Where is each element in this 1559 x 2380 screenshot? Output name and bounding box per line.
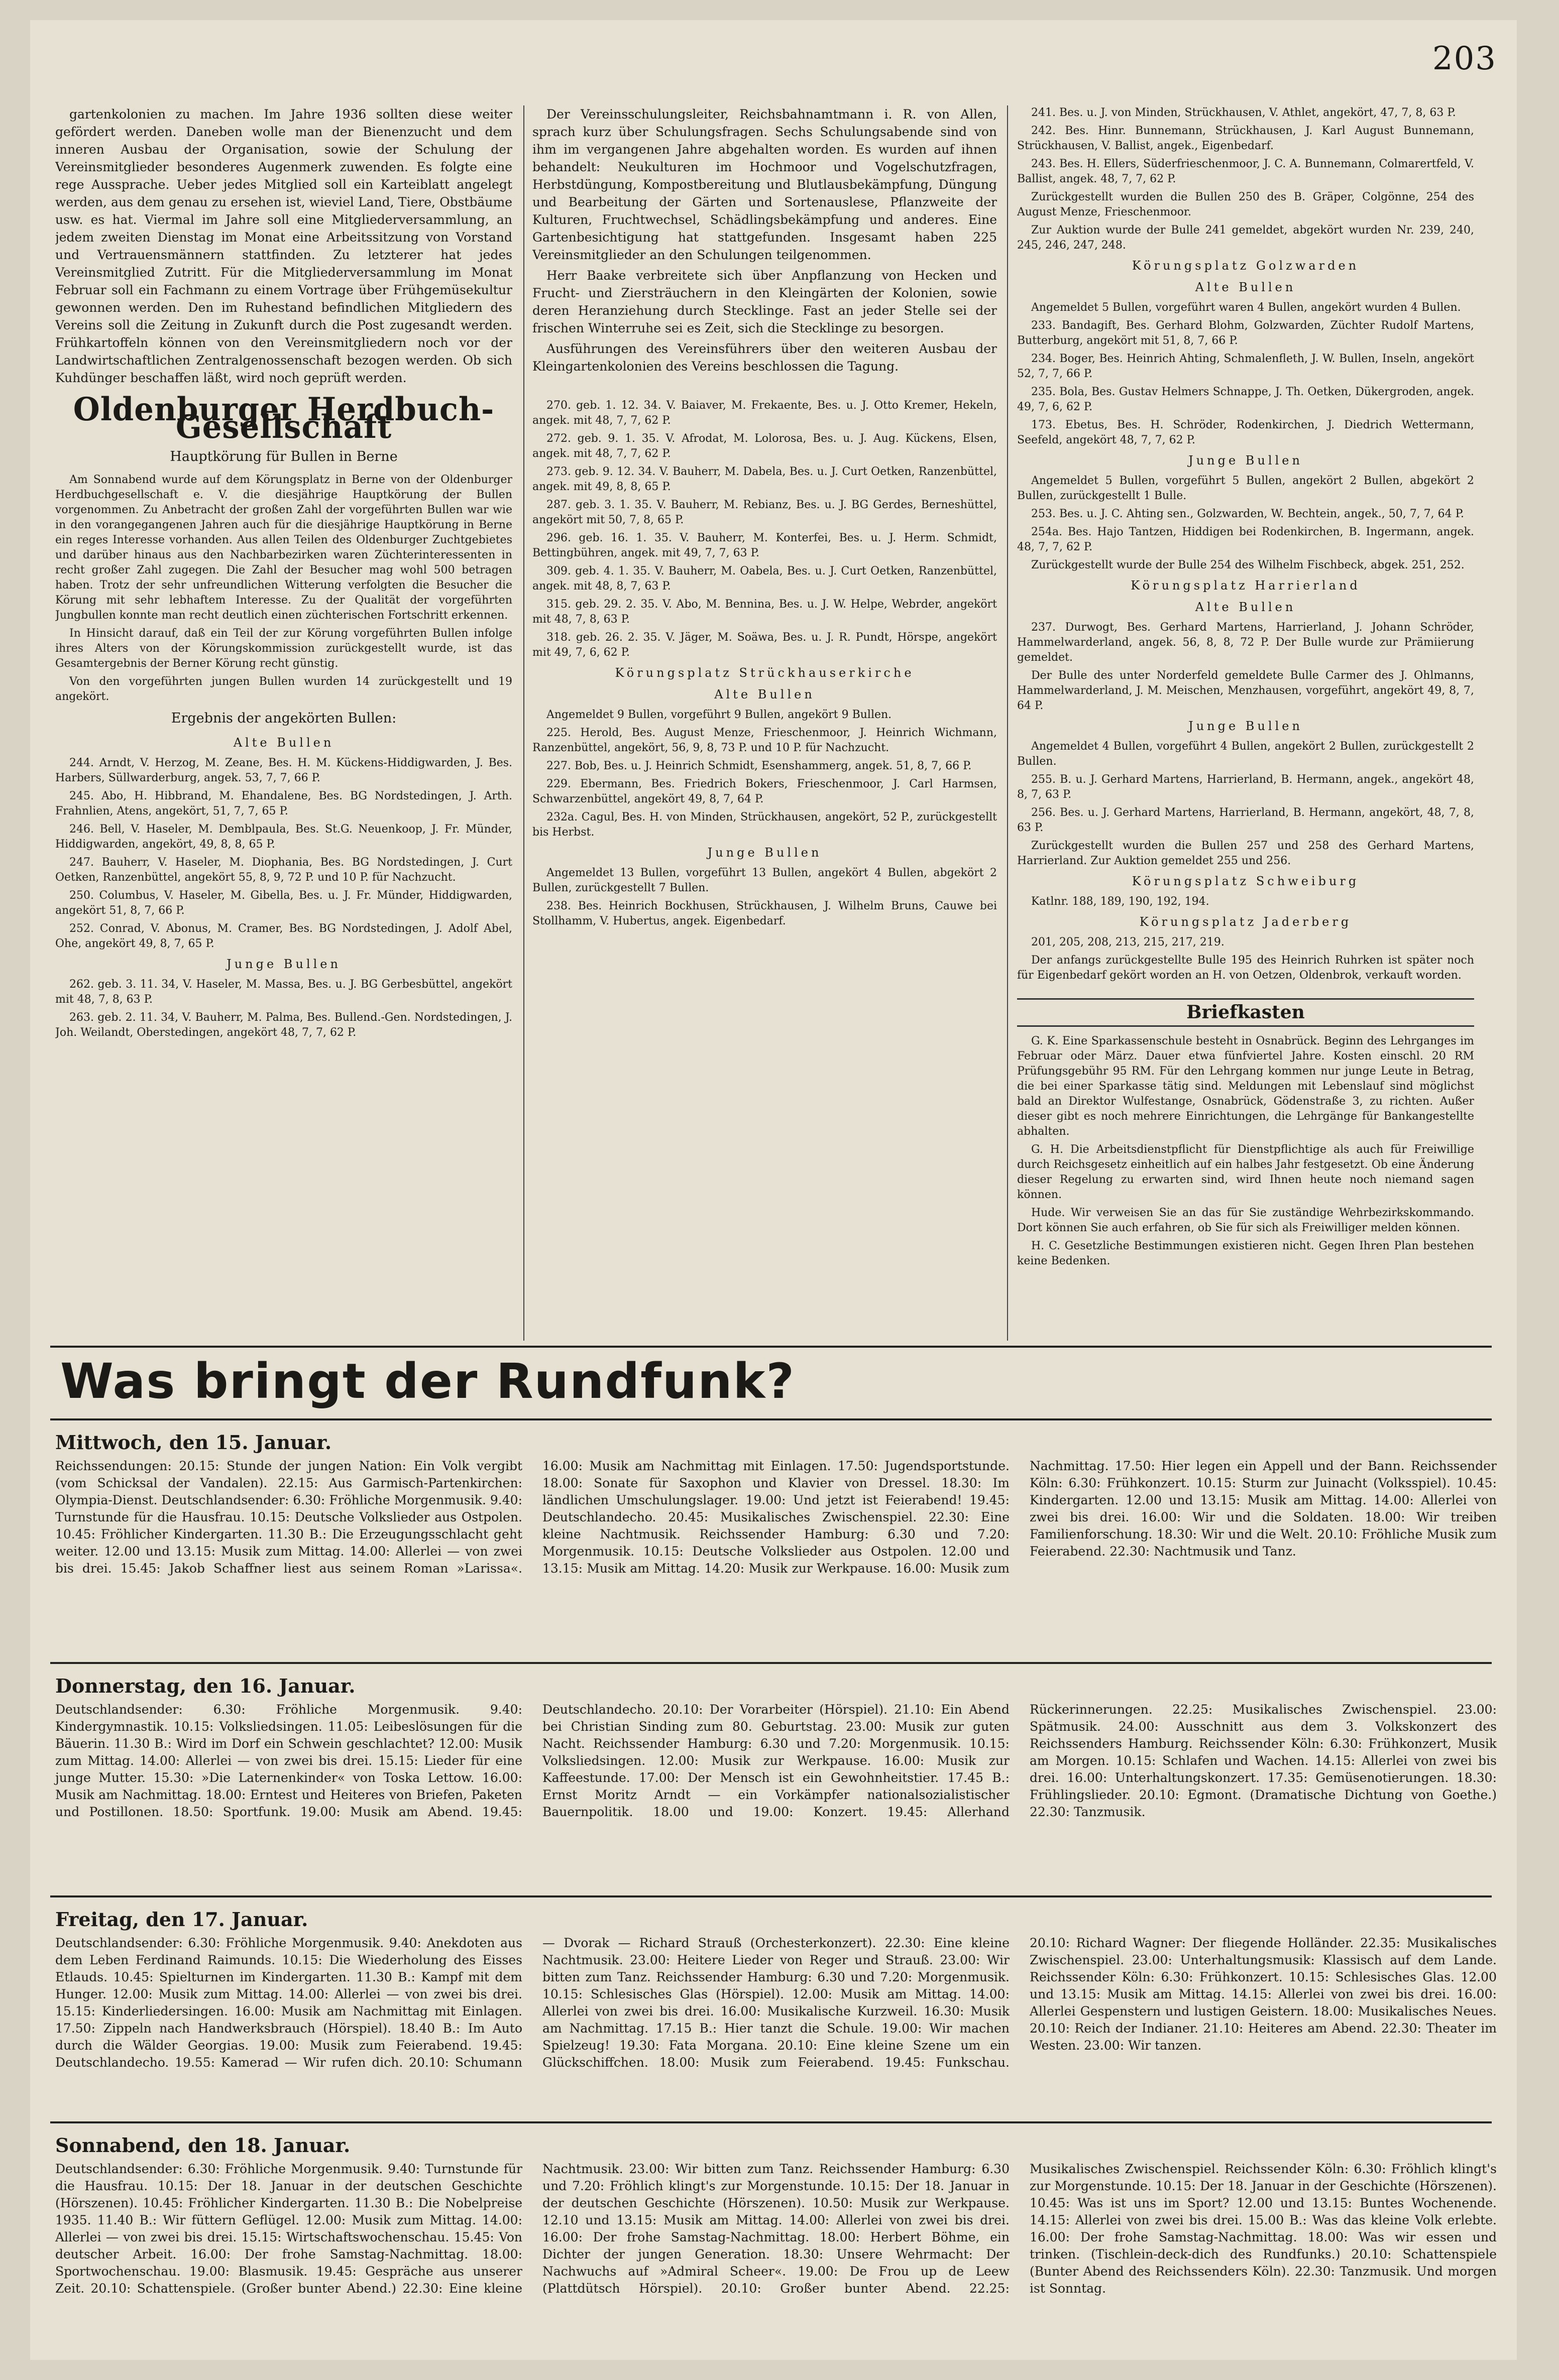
list-item: 272. geb. 9. 1. 35. V. Afrodat, M. Lolorosa, Bes. u. J. Aug. Kückens, Elsen, angek. mit 48, 7, 7, 62 P.	[532, 432, 997, 460]
list-item: 243. Bes. H. Ellers, Süderfrieschenmoor, J. C. A. Bunnemann, Colmarertfeld, V. Ballist, angek. 48, 7, 7, 62 P.	[1017, 158, 1474, 185]
section-rule	[50, 1895, 1492, 1897]
section-rule	[50, 2121, 1492, 2123]
section-label-old-bulls: Alte Bullen	[1195, 600, 1296, 614]
section-label-location: Körungsplatz Jaderberg	[1139, 915, 1352, 929]
section-label-young-bulls: Junge Bullen	[227, 957, 341, 971]
list-item: 270. geb. 1. 12. 34. V. Baiaver, M. Frekaente, Bes. u. J. Otto Kremer, Hekeln, angek. mit 48, 7, 7, 62 P.	[532, 399, 997, 427]
page-number: 203	[1432, 40, 1497, 77]
list-item: 255. B. u. J. Gerhard Martens, Harrierland, B. Hermann, angek., angekört 48, 8, 7, 63 P.	[1017, 773, 1474, 801]
section-label-young-bulls: Junge Bullen	[707, 846, 822, 860]
radio-day-friday	[55, 1903, 1497, 2071]
article-body-3: Von den vorgeführten jungen Bullen wurden 14 zurückgestellt und 19 angekört.	[55, 675, 512, 703]
list-item: 287. geb. 3. 1. 35. V. Bauherr, M. Rebianz, Bes. u. J. BG Gerdes, Berneshüttel, angekört mit 50, 7, 8, 65 P.	[532, 499, 997, 526]
section-rule	[50, 1418, 1492, 1420]
day-heading: Mittwoch, den 15. Januar.	[55, 1431, 332, 1454]
list-item: 232a. Cagul, Bes. H. von Minden, Strückhausen, angekört, 52 P., zurückgestellt bis Herbst.	[532, 811, 997, 839]
list-item: 309. geb. 4. 1. 35. V. Bauherr, M. Oabela, Bes. u. J. Curt Oetken, Ranzenbüttel, angek. mit 48, 8, 7, 63 P.	[532, 565, 997, 592]
list-item: 262. geb. 3. 11. 34, V. Haseler, M. Massa, Bes. u. J. BG Gerbesbüttel, angekört mit 48, 7, 8, 63 P.	[55, 978, 512, 1006]
section-label-location: Körungsplatz Strückhauserkirche	[615, 666, 915, 680]
day-heading: Sonnabend, den 18. Januar.	[55, 2134, 351, 2157]
list-item: 242. Bes. Hinr. Bunnemann, Strückhausen, J. Karl August Bunnemann, Strückhausen, V. Ballist, angek., Eigenbedarf.	[1017, 125, 1474, 152]
section-label-old-bulls: Alte Bullen	[233, 736, 335, 750]
letter-answer: G. K. Eine Sparkassenschule besteht in Osnabrück. Beginn des Lehrganges im Februar oder März. Dauer etwa fünfviertel Jahre. Kosten einschl. 20 RM Prüfungsgebühr 95 RM. Für den Lehrgang kommen nur junge Leute in Betrag, die bei einer Sparkasse tätig sind. Meldungen mit Lebenslauf sind möglichst bald an Direktor Wulfestange, Osnabrück, Gödenstraße 3, zu richten. Außer dieser gibt es noch mehrere Einrichtungen, die Lehrgänge für Bankangestellte abhalten.	[1017, 1035, 1474, 1138]
section-rule	[50, 1662, 1492, 1664]
letter-answer: H. C. Gesetzliche Bestimmungen existieren nicht. Gegen Ihren Plan bestehen keine Bedenken.	[1017, 1240, 1474, 1267]
list-item: 229. Ebermann, Bes. Friedrich Bokers, Frieschenmoor, J. Carl Harmsen, Schwarzenbüttel, angekört 49, 8, 7, 64 P.	[532, 778, 997, 805]
list-item: 315. geb. 29. 2. 35. V. Abo, M. Bennina, Bes. u. J. W. Helpe, Webrder, angekört mit 48, 7, 8, 63 P.	[532, 598, 997, 626]
briefkasten-heading: Briefkasten	[1017, 998, 1474, 1027]
article-paragraph: Der Vereinsschulungsleiter, Reichsbahnamtmann i. R. von Allen, sprach kurz über Schulungsfragen. Sechs Schulungsabende sind von ihm im vergangenen Jahre abgehalten worden. Es wurden auf ihnen behandelt: Neukulturen im Hochmoor und Vogelschutzfragen, Herbstdüngung, Kompostbereitung und Blutlausbekämpfung, Düngung und Bearbeitung der Gärten und Sortenauslese, Pflanzweite der Kulturen, Fruchtwechsel, Schädlingsbekämpfung und anderes. Eine Gartenbesichtigung hat stattgefunden. Insgesamt haben 225 Vereinsmitglieder an den Schulungen teilgenommen.	[532, 107, 997, 262]
list-item: 234. Boger, Bes. Heinrich Ahting, Schmalenfleth, J. W. Bullen, Inseln, angekört 52, 7, 7, 66 P.	[1017, 352, 1474, 380]
summary-line: Angemeldet 13 Bullen, vorgeführt 13 Bullen, angekört 4 Bullen, abgekört 2 Bullen, zurückgestellt 7 Bullen.	[532, 867, 997, 894]
newspaper-page	[30, 20, 1517, 2360]
list-item: Der Bulle des unter Norderfeld gemeldete Bulle Carmer des J. Ohlmanns, Hammelwarderland, J. M. Meischen, Menzhausen, vorgeführt, angekört 49, 8, 7, 64 P.	[1017, 669, 1474, 712]
section-label-location: Körungsplatz Golzwarden	[1132, 259, 1360, 273]
section-label-young-bulls: Junge Bullen	[1188, 719, 1303, 733]
list-item: 235. Bola, Bes. Gustav Helmers Schnappe, J. Th. Oetken, Dükergroden, angek. 49, 7, 6, 62 P.	[1017, 386, 1474, 413]
section-rule	[50, 1346, 1492, 1348]
letter-answer: Hude. Wir verweisen Sie an das für Sie zuständige Wehrbezirkskommando. Dort können Sie auch erfahren, ob Sie für sich als Freiwilliger melden können.	[1017, 1207, 1474, 1234]
radio-day-thursday	[55, 1670, 1497, 1822]
list-item: Zur Auktion wurde der Bulle 241 gemeldet, abgekört wurden Nr. 239, 240, 245, 246, 247, 248.	[1017, 224, 1474, 252]
list-item: 241. Bes. u. J. von Minden, Strückhausen, V. Athlet, angekört, 47, 7, 8, 63 P.	[1031, 106, 1456, 119]
article-headline: Oldenburger Herdbuch-Gesellschaft	[73, 391, 495, 446]
list-item: 238. Bes. Heinrich Bockhusen, Strückhausen, J. Wilhelm Bruns, Cauwe bei Stollhamm, V. Hubertus, angek. Eigenbedarf.	[532, 900, 997, 927]
list-item: 225. Herold, Bes. August Menze, Frieschenmoor, J. Heinrich Wichmann, Ranzenbüttel, angekört, 56, 9, 8, 73 P. und 10 P. für Nachzucht.	[532, 727, 997, 754]
section-label-location: Körungsplatz Harrierland	[1131, 578, 1361, 592]
article-body-2: In Hinsicht darauf, daß ein Teil der zur Körung vorgeführten Bullen infolge ihres Alters von der Körungskommission zurückgestellt wurde, ist das Gesamtergebnis der Berner Körung recht günstig.	[55, 627, 512, 670]
column-3	[1017, 105, 1474, 1331]
list-item: 296. geb. 16. 1. 35. V. Bauherr, M. Konterfei, Bes. u. J. Herm. Schmidt, Bettingbühren, angek. mit 49, 7, 7, 63 P.	[532, 532, 997, 559]
section-label-old-bulls: Alte Bullen	[714, 687, 815, 701]
list-item: 318. geb. 26. 2. 35. V. Jäger, M. Soäwa, Bes. u. J. R. Pundt, Hörspe, angekört mit 49, 7, 6, 62 P.	[532, 631, 997, 659]
list-item: Zurückgestellt wurde der Bulle 254 des Wilhelm Fischbeck, abgek. 251, 252.	[1031, 559, 1465, 571]
list-item: 233. Bandagift, Bes. Gerhard Blohm, Golzwarden, Züchter Rudolf Martens, Butterburg, angekört mit 51, 8, 7, 66 P.	[1017, 319, 1474, 347]
article-continuation: gartenkolonien zu machen. Im Jahre 1936 sollten diese weiter gefördert werden. Daneben wolle man der Bienenzucht und dem inneren Ausbau der Organisation, sowie der Schulung der Vereinsmitglieder besonderes Augenmerk zuwenden. Es folgte eine rege Aussprache. Ueber jedes Mitglied soll ein Karteiblatt angelegt werden, aus dem genau zu ersehen ist, wieviel Land, Tiere, Obstbäume usw. es hat. Viermal im Jahre soll eine Mitgliederversammlung, an jedem zweiten Dienstag im Monat eine Arbeitssitzung von Vorstand und Vertrauensmännern stattfinden. Zu letzterer hat jedes Vereinsmitglied Zutritt. Für die Mitgliederversammlung im Monat Februar soll ein Fachmann zu einem Vortrage über Frühgemüsekultur gewonnen werden. Den im Ruhestand befindlichen Mitgliedern des Vereins soll die Zeitung in Zukunft durch die Post zugesandt werden. Frühkartoffeln können von den Vereinsmitgliedern noch vor der Landwirtschaftlichen Zentralgenossenschaft bezogen werden. Ob sich Kuhdünger beschaffen läßt, wird noch geprüft werden.	[55, 107, 512, 385]
list-item: Katlnr. 188, 189, 190, 192, 194.	[1031, 895, 1209, 908]
list-item: 263. geb. 2. 11. 34, V. Bauherr, M. Palma, Bes. Bullend.-Gen. Nordstedingen, J. Joh. Weilandt, Oberstedingen, angekört 48, 7, 7, 62 P.	[55, 1011, 512, 1039]
list-item: 252. Conrad, V. Abonus, M. Cramer, Bes. BG Nordstedingen, J. Adolf Abel, Ohe, angekört 49, 8, 7, 65 P.	[55, 922, 512, 950]
article-body: Am Sonnabend wurde auf dem Körungsplatz in Berne von der Oldenburger Herdbuchgesellschaft e. V. die diesjährige Hauptkörung der Bullen vorgenommen. Zu Anbetracht der großen Zahl der vorgeführten Bullen war wie in den vorangegangenen Jahren auch für die diesjährige Hauptkörung in Berne ein reges Interesse vorhanden. Aus allen Teilen des Oldenburger Zuchtgebietes und darüber hinaus aus den Nachbarbezirken waren Züchterinteressenten in recht großer Zahl zugegen. Die Zahl der Besucher mag wohl 500 betragen haben. Trotz der sehr unfreundlichen Witterung verfolgten die Besucher die Körung mit sehr lebhaftem Interesse. Zu der Qualität der vorgeführten Jungbullen konnte man recht deutlich einen züchterischen Fortschritt erkennen.	[55, 473, 512, 622]
list-item: 254a. Bes. Hajo Tantzen, Hiddigen bei Rodenkirchen, B. Ingermann, angek. 48, 7, 7, 62 P.	[1017, 526, 1474, 553]
list-item: 247. Bauherr, V. Haseler, M. Diophania, Bes. BG Nordstedingen, J. Curt Oetken, Ranzenbüttel, angekört 55, 8, 9, 72 P. und 10 P. für Nachzucht.	[55, 856, 512, 884]
letter-answer: G. H. Die Arbeitsdienstpflicht für Dienstpflichtige als auch für Freiwillige durch Reichsgesetz einheitlich auf ein halbes Jahr festgesetzt. Ob eine Änderung dieser Regelung zu erwarten sind, wird Ihnen heute noch niemand sagen können.	[1017, 1143, 1474, 1201]
program-text: Deutschlandsender: 6.30: Fröhliche Morgenmusik. 9.40: Turnstunde für die Hausfrau. 10.15: Der 18. Januar in der deutschen Geschichte (Hörszenen). 10.45: Fröhlicher Kindergarten. 11.30 B.: Die Nobelpreise 1935. 11.40 B.: Wir füttern Geflügel. 12.00: Musik zum Mittag. 14.00: Allerlei — von zwei bis drei. 15.15: Wirtschaftswochenschau. 15.45: Von deutscher Arbeit. 16.00: Der frohe Samstag-Nachmittag. 18.00: Sportwochenschau. 19.00: Blasmusik. 19.45: Gespräche aus unserer Zeit. 20.10: Schattenspiele. (Großer bunter Abend.) 22.30: Eine kleine Nachtmusik. 23.00: Wir bitten zum Tanz. Reichssender Hamburg: 6.30 und 7.20: Fröhlich klingt's zur Morgenstunde. 10.15: Der 18. Januar in der deutschen Geschichte (Hörszenen). 10.50: Musik zur Werkpause. 12.10 und 13.15: Musik am Mittag. 14.00: Allerlei von zwei bis drei. 16.00: Der frohe Samstag-Nachmittag. 18.00: Herbert Böhme, ein Dichter der jungen Generation. 18.30: Unsere Wehrmacht: Der Nachwuchs auf »Admiral Scheer«. 19.00: De Frou up de Leew (Plattdütsch Hörspiel). 20.10: Großer bunter Abend. 22.25: Musikalisches Zwischenspiel. Reichssender Köln: 6.30: Fröhlich klingt's zur Morgenstunde. 10.15: Der 18. Januar in der Geschichte (Hörszenen). 10.45: Was ist uns im Sport? 12.00 und 13.15: Buntes Wochenende. 14.15: Allerlei von zwei bis drei. 15.00 B.: Was das kleine Volk erlebte. 16.00: Der frohe Samstag-Nachmittag. 18.00: Was wir essen und trinken. (Tischlein-deck-dich des Rundfunks.) 20.10: Schattenspiele (Bunter Abend des Reichssenders Köln). 22.30: Tanzmusik. Und morgen ist Sonntag.	[55, 2162, 1497, 2296]
list-item: Zurückgestellt wurden die Bullen 250 des B. Gräper, Colgönne, 254 des August Menze, Frieschenmoor.	[1017, 191, 1474, 218]
section-label-old-bulls: Alte Bullen	[1195, 280, 1296, 294]
radio-day-saturday	[55, 2129, 1497, 2298]
list-item: 253. Bes. u. J. C. Ahting sen., Golzwarden, W. Bechtein, angek., 50, 7, 7, 64 P.	[1031, 508, 1464, 520]
section-label-young-bulls: Junge Bullen	[1188, 453, 1303, 467]
result-heading: Ergebnis der angekörten Bullen:	[171, 710, 397, 726]
program-text: Deutschlandsender: 6.30: Fröhliche Morgenmusik. 9.40: Anekdoten aus dem Leben Ferdinand Raimunds. 10.15: Die Wiederholung des Eisses Etlauds. 10.45: Spielturnen im Kindergarten. 11.30 B.: Kampf mit dem Hunger. 12.00: Musik zum Mittag. 14.00: Allerlei — von zwei bis drei. 15.15: Kinderliedersingen. 16.00: Musik am Nachmittag mit Einlagen. 17.50: Zippeln nach Handwerksbrauch (Hörspiel). 18.40 B.: Im Auto durch die Wälder Georgias. 19.00: Musik zum Feierabend. 19.45: Deutschlandecho. 19.55: Kamerad — Wir rufen dich. 20.10: Schumann — Dvorak — Richard Strauß (Orchesterkonzert). 22.30: Eine kleine Nachtmusik. 23.00: Heitere Lieder von Reger und Strauß. 23.00: Wir bitten zum Tanz. Reichssender Hamburg: 6.30 und 7.20: Morgenmusik. 10.15: Schlesisches Glas (Hörspiel). 12.00: Musik am Mittag. 14.00: Allerlei von zwei bis drei. 16.00: Musikalische Kurzweil. 16.30: Musik am Nachmittag. 17.15 B.: Hier tanzt die Schule. 19.00: Wir machen Spielzeug! 19.30: Fata Morgana. 20.10: Eine kleine Szene um ein Glückschiffchen. 18.00: Musik zum Feierabend. 19.45: Funkschau. 20.10: Richard Wagner: Der fliegende Holländer. 22.35: Musikalisches Zwischenspiel. 23.00: Unterhaltungsmusik: Klassisch auf dem Lande. Reichssender Köln: 6.30: Frühkonzert. 10.15: Schlesisches Glas. 12.00 und 13.15: Musik am Mittag. 14.15: Allerlei von zwei bis drei. 16.00: Allerlei Gespenstern und lustigen Geistern. 18.00: Musikalisches Neues. 20.10: Reich der Indianer. 21.10: Heiteres am Abend. 22.30: Theater im Westen. 23.00: Wir tanzen.	[55, 1936, 1497, 2070]
column-divider	[523, 105, 524, 1341]
program-listing	[55, 1701, 1497, 1822]
list-item: Zurückgestellt wurden die Bullen 257 und 258 des Gerhard Martens, Harrierland. Zur Auktion gemeldet 255 und 256.	[1017, 840, 1474, 867]
program-listing	[55, 2161, 1497, 2298]
day-heading: Freitag, den 17. Januar.	[55, 1908, 308, 1931]
list-item: 246. Bell, V. Haseler, M. Demblpaula, Bes. St.G. Neuenkoop, J. Fr. Münder, Hiddigwarden, angekört, 49, 8, 8, 65 P.	[55, 823, 512, 851]
list-item: 173. Ebetus, Bes. H. Schröder, Rodenkirchen, J. Diedrich Wettermann, Seefeld, angekört 48, 7, 7, 62 P.	[1017, 419, 1474, 446]
summary-line: Angemeldet 9 Bullen, vorgeführt 9 Bullen, angekört 9 Bullen.	[546, 708, 892, 721]
summary-line: Angemeldet 5 Bullen, vorgeführt 5 Bullen, angekört 2 Bullen, abgekört 2 Bullen, zurückgestellt 1 Bulle.	[1017, 474, 1474, 502]
list-item: 273. geb. 9. 12. 34. V. Bauherr, M. Dabela, Bes. u. J. Curt Oetken, Ranzenbüttel, angek. mit 49, 8, 8, 65 P.	[532, 465, 997, 493]
list-item: Der anfangs zurückgestellte Bulle 195 des Heinrich Ruhrken ist später noch für Eigenbedarf gekört worden an H. von Oetzen, Oldenbrok, verkauft worden.	[1017, 954, 1474, 982]
column-2	[532, 105, 997, 1331]
list-item: 201, 205, 208, 213, 215, 217, 219.	[1031, 936, 1224, 948]
radio-day-wednesday	[55, 1426, 1497, 1577]
day-heading: Donnerstag, den 16. Januar.	[55, 1675, 356, 1697]
column-1	[55, 105, 512, 1331]
summary-line: Angemeldet 5 Bullen, vorgeführt waren 4 Bullen, angekört wurden 4 Bullen.	[1031, 301, 1461, 314]
article-subheading: Hauptkörung für Bullen in Berne	[170, 449, 398, 464]
column-divider	[1007, 105, 1008, 1341]
list-item: 244. Arndt, V. Herzog, M. Zeane, Bes. H. M. Kückens-Hiddigwarden, J. Bes. Harbers, Süllwarderburg, angek. 53, 7, 7, 66 P.	[55, 757, 512, 784]
list-item: 256. Bes. u. J. Gerhard Martens, Harrierland, B. Hermann, angekört, 48, 7, 8, 63 P.	[1017, 806, 1474, 834]
article-paragraph: Herr Baake verbreitete sich über Anpflanzung von Hecken und Frucht- und Ziersträuchern in den Kleingärten der Kolonien, sowie deren Heranziehung durch Stecklinge. Fast an jeder Stelle sei der frischen Winterruhe sei es Zeit, sich die Stecklinge zu besorgen.	[532, 268, 997, 335]
program-text: Deutschlandsender: 6.30: Fröhliche Morgenmusik. 9.40: Kindergymnastik. 10.15: Volksliedsingen. 11.05: Leibeslösungen für die Bäuerin. 11.30 B.: Wird im Dorf ein Schwein geschlachtet? 12.00: Musik zum Mittag. 14.00: Allerlei — von zwei bis drei. 15.15: Lieder für eine junge Mutter. 15.30: »Die Laternenkinder« von Toska Lettow. 16.00: Musik am Nachmittag. 18.00: Erntest und Heiteres von Briefen, Paketen und Postillonen. 18.50: Sportfunk. 19.00: Musik am Abend. 19.45: Deutschlandecho. 20.10: Der Vorarbeiter (Hörspiel). 21.10: Ein Abend bei Christian Sinding zum 80. Geburtstag. 23.00: Musik zur guten Nacht. Reichssender Hamburg: 6.30 und 7.20: Morgenmusik. 10.15: Volksliedsingen. 12.00: Musik zur Werkpause. 16.00: Musik zur Kaffeestunde. 17.00: Der Mensch ist ein Gewohnheitstier. 17.45 B.: Ernst Moritz Arndt — ein Vorkämpfer nationalsozialistischer Bauernpolitik. 18.00 und 19.00: Konzert. 19.45: Allerhand Rückerinnerungen. 22.25: Musikalisches Zwischenspiel. 23.00: Spätmusik. 24.00: Ausschnitt aus dem 3. Volkskonzert des Reichssenders Hamburg. Reichssender Köln: 6.30: Frühkonzert, Musik am Morgen. 10.15: Schlafen und Wachen. 14.15: Allerlei von zwei bis drei. 16.00: Unterhaltungskonzert. 17.35: Gemüsenotierungen. 18.30: Frühlingslieder. 20.10: Egmont. (Dramatische Dichtung von Goethe.) 22.30: Tanzmusik.	[55, 1702, 1497, 1819]
list-item: 237. Durwogt, Bes. Gerhard Martens, Harrierland, J. Johann Schröder, Hammelwarderland, angek. 56, 8, 8, 72 P. Der Bulle wurde zur Prämiierung gemeldet.	[1017, 621, 1474, 664]
program-listing	[55, 1935, 1497, 2071]
list-item: 245. Abo, H. Hibbrand, M. Ehandalene, Bes. BG Nordstedingen, J. Arth. Frahnlien, Atens, angekört, 51, 7, 7, 65 P.	[55, 790, 512, 817]
program-text: Reichssendungen: 20.15: Stunde der jungen Nation: Ein Volk vergibt (vom Schicksal der Vandalen). 22.15: Aus Garmisch-Partenkirchen: Olympia-Dienst. Deutschlandsender: 6.30: Fröhliche Morgenmusik. 9.40: Turnstunde für die Hausfrau. 10.15: Deutsche Volkslieder aus Ostpolen. 10.45: Fröhlicher Kindergarten. 11.30 B.: Die Erzeugungsschlacht geht weiter. 12.00 und 13.15: Musik zum Mittag. 14.00: Allerlei — von zwei bis drei. 15.45: Jakob Schaffner liest aus seinem Roman »Larissa«. 16.00: Musik am Nachmittag mit Einlagen. 17.50: Jugendsportstunde. 18.00: Sonate für Saxophon und Klavier von Dressel. 18.30: Im ländlichen Umschulungslager. 19.00: Und jetzt ist Feierabend! 19.45: Deutschlandecho. 20.45: Musikalisches Zwischenspiel. 22.30: Eine kleine Nachtmusik. Reichssender Hamburg: 6.30 und 7.20: Morgenmusik. 10.15: Deutsche Volkslieder aus Ostpolen. 12.00 und 13.15: Musik am Mittag. 14.20: Musik zur Werkpause. 16.00: Musik zum Nachmittag. 17.50: Hier legen ein Appell und der Bann. Reichssender Köln: 6.30: Frühkonzert. 10.15: Sturm zur Juinacht (Volksspiel). 10.45: Kindergarten. 12.00 und 13.15: Musik am Mittag. 14.00: Allerlei von zwei bis drei. 16.00: Wir und die Soldaten. 18.00: Wir treiben Familienforschung. 18.30: Wir und die Welt. 20.10: Fröhliche Musik zum Feierabend. 22.30: Nachtmusik und Tanz.	[55, 1459, 1497, 1576]
radio-section-title: Was bringt der Rundfunk?	[60, 1353, 796, 1409]
summary-line: Angemeldet 4 Bullen, vorgeführt 4 Bullen, angekört 2 Bullen, zurückgestellt 2 Bullen.	[1017, 740, 1474, 768]
list-item: 250. Columbus, V. Haseler, M. Gibella, Bes. u. J. Fr. Münder, Hiddigwarden, angekört 51, 8, 7, 66 P.	[55, 889, 512, 917]
program-listing	[55, 1458, 1497, 1577]
section-label-location: Körungsplatz Schweiburg	[1132, 874, 1360, 888]
article-paragraph: Ausführungen des Vereinsführers über den weiteren Ausbau der Kleingartenkolonien des Vereins beschlossen die Tagung.	[532, 341, 997, 374]
list-item: 227. Bob, Bes. u. J. Heinrich Schmidt, Esenshammerg, angek. 51, 8, 7, 66 P.	[546, 760, 972, 772]
